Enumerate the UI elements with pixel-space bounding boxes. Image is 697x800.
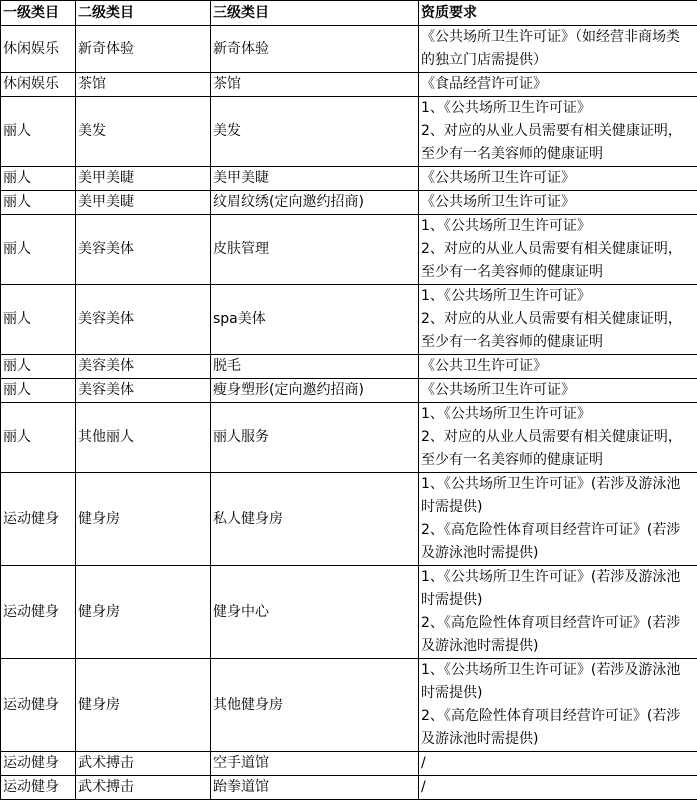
table-row [1, 776, 697, 800]
cell-level2: 美容美体 [76, 215, 211, 285]
cell-requirements: 1、《公共场所卫生许可证》 2、对应的从业人员需要有相关健康证明，至少有一名美容师的健康证明 [419, 403, 697, 473]
header-level3: 三级类目 [211, 1, 419, 26]
cell-level2: 美发 [76, 97, 211, 167]
cell-requirements: 1、《公共场所卫生许可证》(若涉及游泳池时需提供) 2、《高危险性体育项目经营许可证》(若涉及游泳池时需提供) [419, 566, 697, 659]
cell-level2: 美甲美睫 [76, 191, 211, 215]
cell-requirements: 1、《公共场所卫生许可证》 2、对应的从业人员需要有相关健康证明，至少有一名美容师的健康证明 [419, 97, 697, 167]
cell-level3: 健身中心 [211, 566, 419, 659]
table-row [1, 97, 697, 167]
cell-requirements: / [419, 776, 697, 800]
cell-level2: 美甲美睫 [76, 167, 211, 191]
table-row [1, 379, 697, 403]
table-row [1, 403, 697, 473]
cell-level3: 丽人服务 [211, 403, 419, 473]
cell-level3: 新奇体验 [211, 26, 419, 73]
table-row [1, 26, 697, 73]
cell-requirements: 1、《公共场所卫生许可证》 2、对应的从业人员需要有相关健康证明，至少有一名美容师的健康证明 [419, 285, 697, 355]
cell-requirements: 《公共场所卫生许可证》（如经营非商场类的独立门店需提供） [419, 26, 697, 73]
cell-level2: 美容美体 [76, 355, 211, 379]
cell-level1: 丽人 [1, 167, 76, 191]
cell-level1: 运动健身 [1, 752, 76, 776]
cell-level1: 丽人 [1, 285, 76, 355]
cell-level2: 武术搏击 [76, 752, 211, 776]
cell-level2: 健身房 [76, 473, 211, 566]
cell-level3: 纹眉纹绣(定向邀约招商) [211, 191, 419, 215]
cell-requirements: 1、《公共场所卫生许可证》(若涉及游泳池时需提供) 2、《高危险性体育项目经营许可证》(若涉及游泳池时需提供) [419, 659, 697, 752]
cell-level2: 健身房 [76, 659, 211, 752]
cell-level1: 丽人 [1, 379, 76, 403]
cell-level2: 美容美体 [76, 379, 211, 403]
table-row [1, 659, 697, 752]
table-row [1, 215, 697, 285]
table-row [1, 285, 697, 355]
cell-level3: 跆拳道馆 [211, 776, 419, 800]
cell-requirements: 1、《公共场所卫生许可证》(若涉及游泳池时需提供) 2、《高危险性体育项目经营许可证》(若涉及游泳池时需提供) [419, 473, 697, 566]
cell-requirements: 《公共场所卫生许可证》 [419, 167, 697, 191]
cell-level2: 新奇体验 [76, 26, 211, 73]
table-row [1, 355, 697, 379]
header-level1: 一级类目 [1, 1, 76, 26]
cell-requirements: 《公共卫生许可证》 [419, 355, 697, 379]
cell-level2: 美容美体 [76, 285, 211, 355]
cell-level1: 丽人 [1, 215, 76, 285]
cell-level3: 瘦身塑形(定向邀约招商) [211, 379, 419, 403]
cell-requirements: 《食品经营许可证》 [419, 73, 697, 97]
cell-level3: 皮肤管理 [211, 215, 419, 285]
cell-level1: 运动健身 [1, 776, 76, 800]
cell-level3: spa美体 [211, 285, 419, 355]
cell-level2: 武术搏击 [76, 776, 211, 800]
cell-requirements: 《公共场所卫生许可证》 [419, 191, 697, 215]
cell-level1: 休闲娱乐 [1, 26, 76, 73]
header-row [1, 1, 697, 26]
table-row [1, 191, 697, 215]
cell-level3: 美甲美睫 [211, 167, 419, 191]
cell-level3: 脱毛 [211, 355, 419, 379]
cell-level1: 丽人 [1, 97, 76, 167]
cell-level2: 健身房 [76, 566, 211, 659]
cell-level3: 空手道馆 [211, 752, 419, 776]
cell-level3: 美发 [211, 97, 419, 167]
cell-level1: 运动健身 [1, 473, 76, 566]
cell-level1: 运动健身 [1, 566, 76, 659]
cell-level3: 其他健身房 [211, 659, 419, 752]
table-row [1, 473, 697, 566]
cell-requirements: 1、《公共场所卫生许可证》 2、对应的从业人员需要有相关健康证明，至少有一名美容师的健康证明 [419, 215, 697, 285]
table-row [1, 167, 697, 191]
cell-level1: 丽人 [1, 403, 76, 473]
table-row [1, 73, 697, 97]
cell-level3: 私人健身房 [211, 473, 419, 566]
cell-level1: 休闲娱乐 [1, 73, 76, 97]
cell-level3: 茶馆 [211, 73, 419, 97]
header-requirements: 资质要求 [419, 1, 697, 26]
cell-level1: 丽人 [1, 355, 76, 379]
cell-level2: 其他丽人 [76, 403, 211, 473]
cell-level1: 运动健身 [1, 659, 76, 752]
cell-requirements: / [419, 752, 697, 776]
table-row [1, 566, 697, 659]
cell-level1: 丽人 [1, 191, 76, 215]
cell-requirements: 《公共场所卫生许可证》 [419, 379, 697, 403]
table-row [1, 752, 697, 776]
header-level2: 二级类目 [76, 1, 211, 26]
cell-level2: 茶馆 [76, 73, 211, 97]
